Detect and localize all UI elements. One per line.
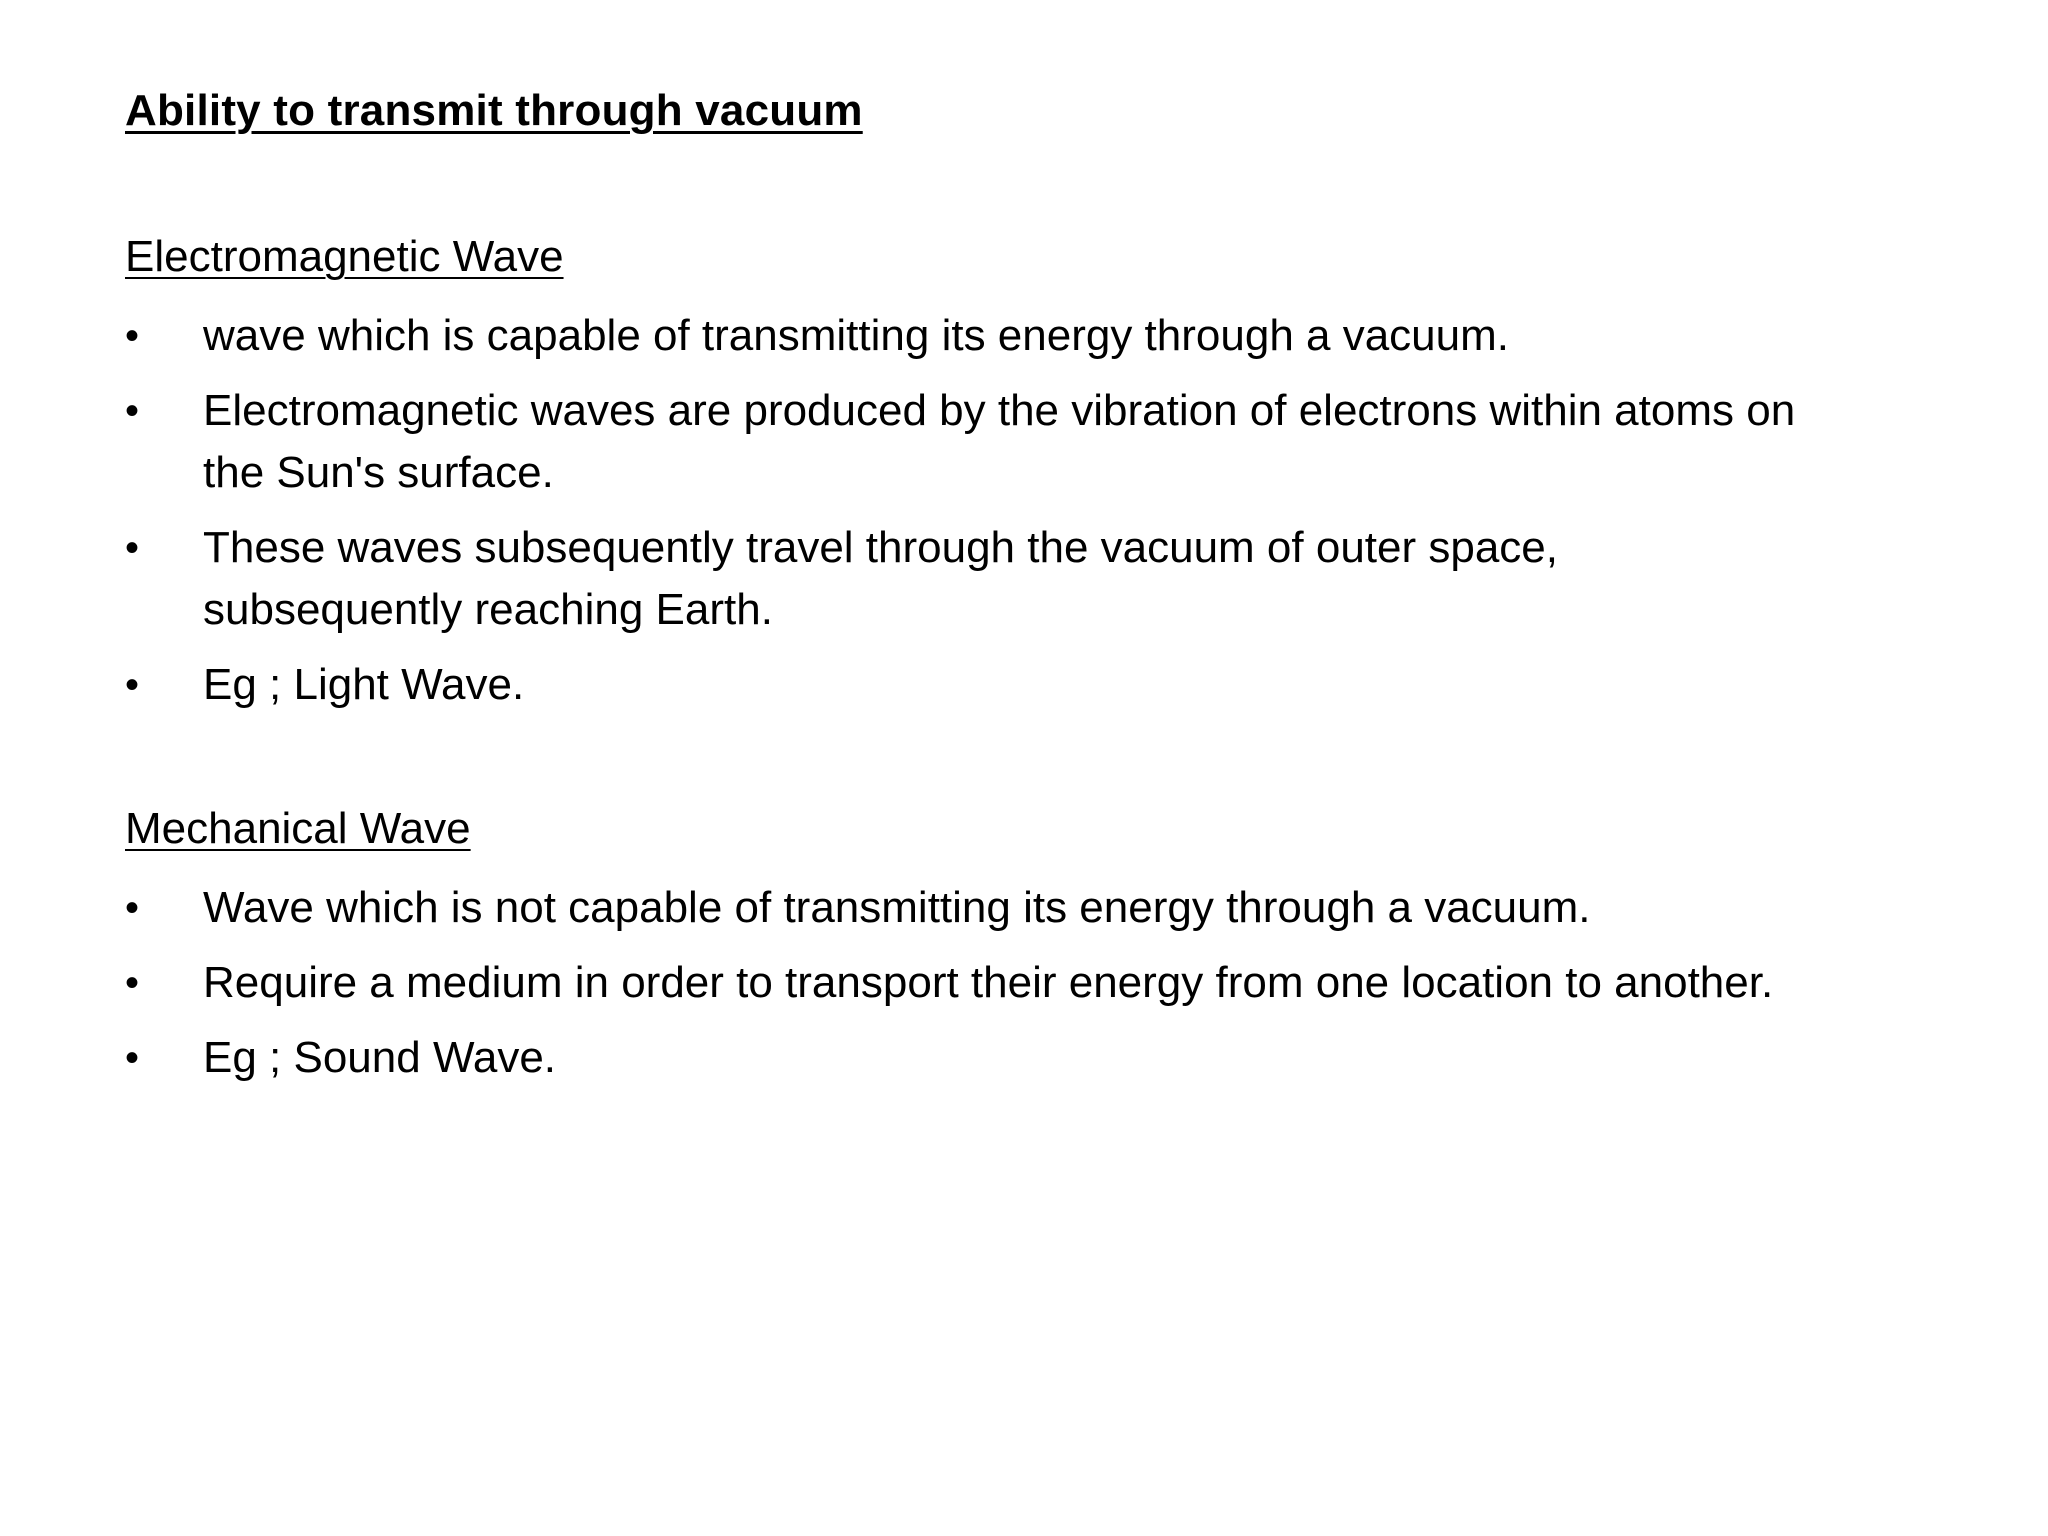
- bullet-text: These waves subsequently travel through the vacuum of outer space, subsequently reaching Earth.: [203, 523, 1558, 634]
- bullet-item: [125, 952, 1825, 1014]
- bullet-dot: •: [125, 526, 140, 570]
- bullet-item: [125, 380, 1825, 504]
- section-heading-electromagnetic: Electromagnetic Wave: [125, 232, 564, 281]
- bullet-item: [125, 877, 1825, 939]
- bullet-text: Eg ; Light Wave.: [203, 660, 525, 709]
- bullet-text: Require a medium in order to transport their energy from one location to another.: [203, 958, 1774, 1007]
- bullet-text: Electromagnetic waves are produced by the vibration of electrons within atoms on the Sun's surface.: [203, 386, 1796, 497]
- slide-title: Ability to transmit through vacuum: [125, 86, 863, 135]
- bullet-item: [125, 517, 1825, 641]
- bullet-item: [125, 305, 1825, 367]
- bullet-dot: •: [125, 389, 140, 433]
- bullet-dot: •: [125, 886, 140, 930]
- bullet-text: wave which is capable of transmitting its energy through a vacuum.: [203, 311, 1509, 360]
- bullet-dot: •: [125, 663, 140, 707]
- bullet-item: [125, 654, 1825, 716]
- section-heading-mechanical: Mechanical Wave: [125, 804, 471, 853]
- bullet-item: [125, 1027, 1825, 1089]
- bullet-list-electromagnetic: [125, 305, 1825, 729]
- bullet-text: Eg ; Sound Wave.: [203, 1033, 557, 1082]
- bullet-list-mechanical: [125, 877, 1825, 1102]
- bullet-dot: •: [125, 961, 140, 1005]
- bullet-text: Wave which is not capable of transmitting its energy through a vacuum.: [203, 883, 1591, 932]
- bullet-dot: •: [125, 314, 140, 358]
- bullet-dot: •: [125, 1036, 140, 1080]
